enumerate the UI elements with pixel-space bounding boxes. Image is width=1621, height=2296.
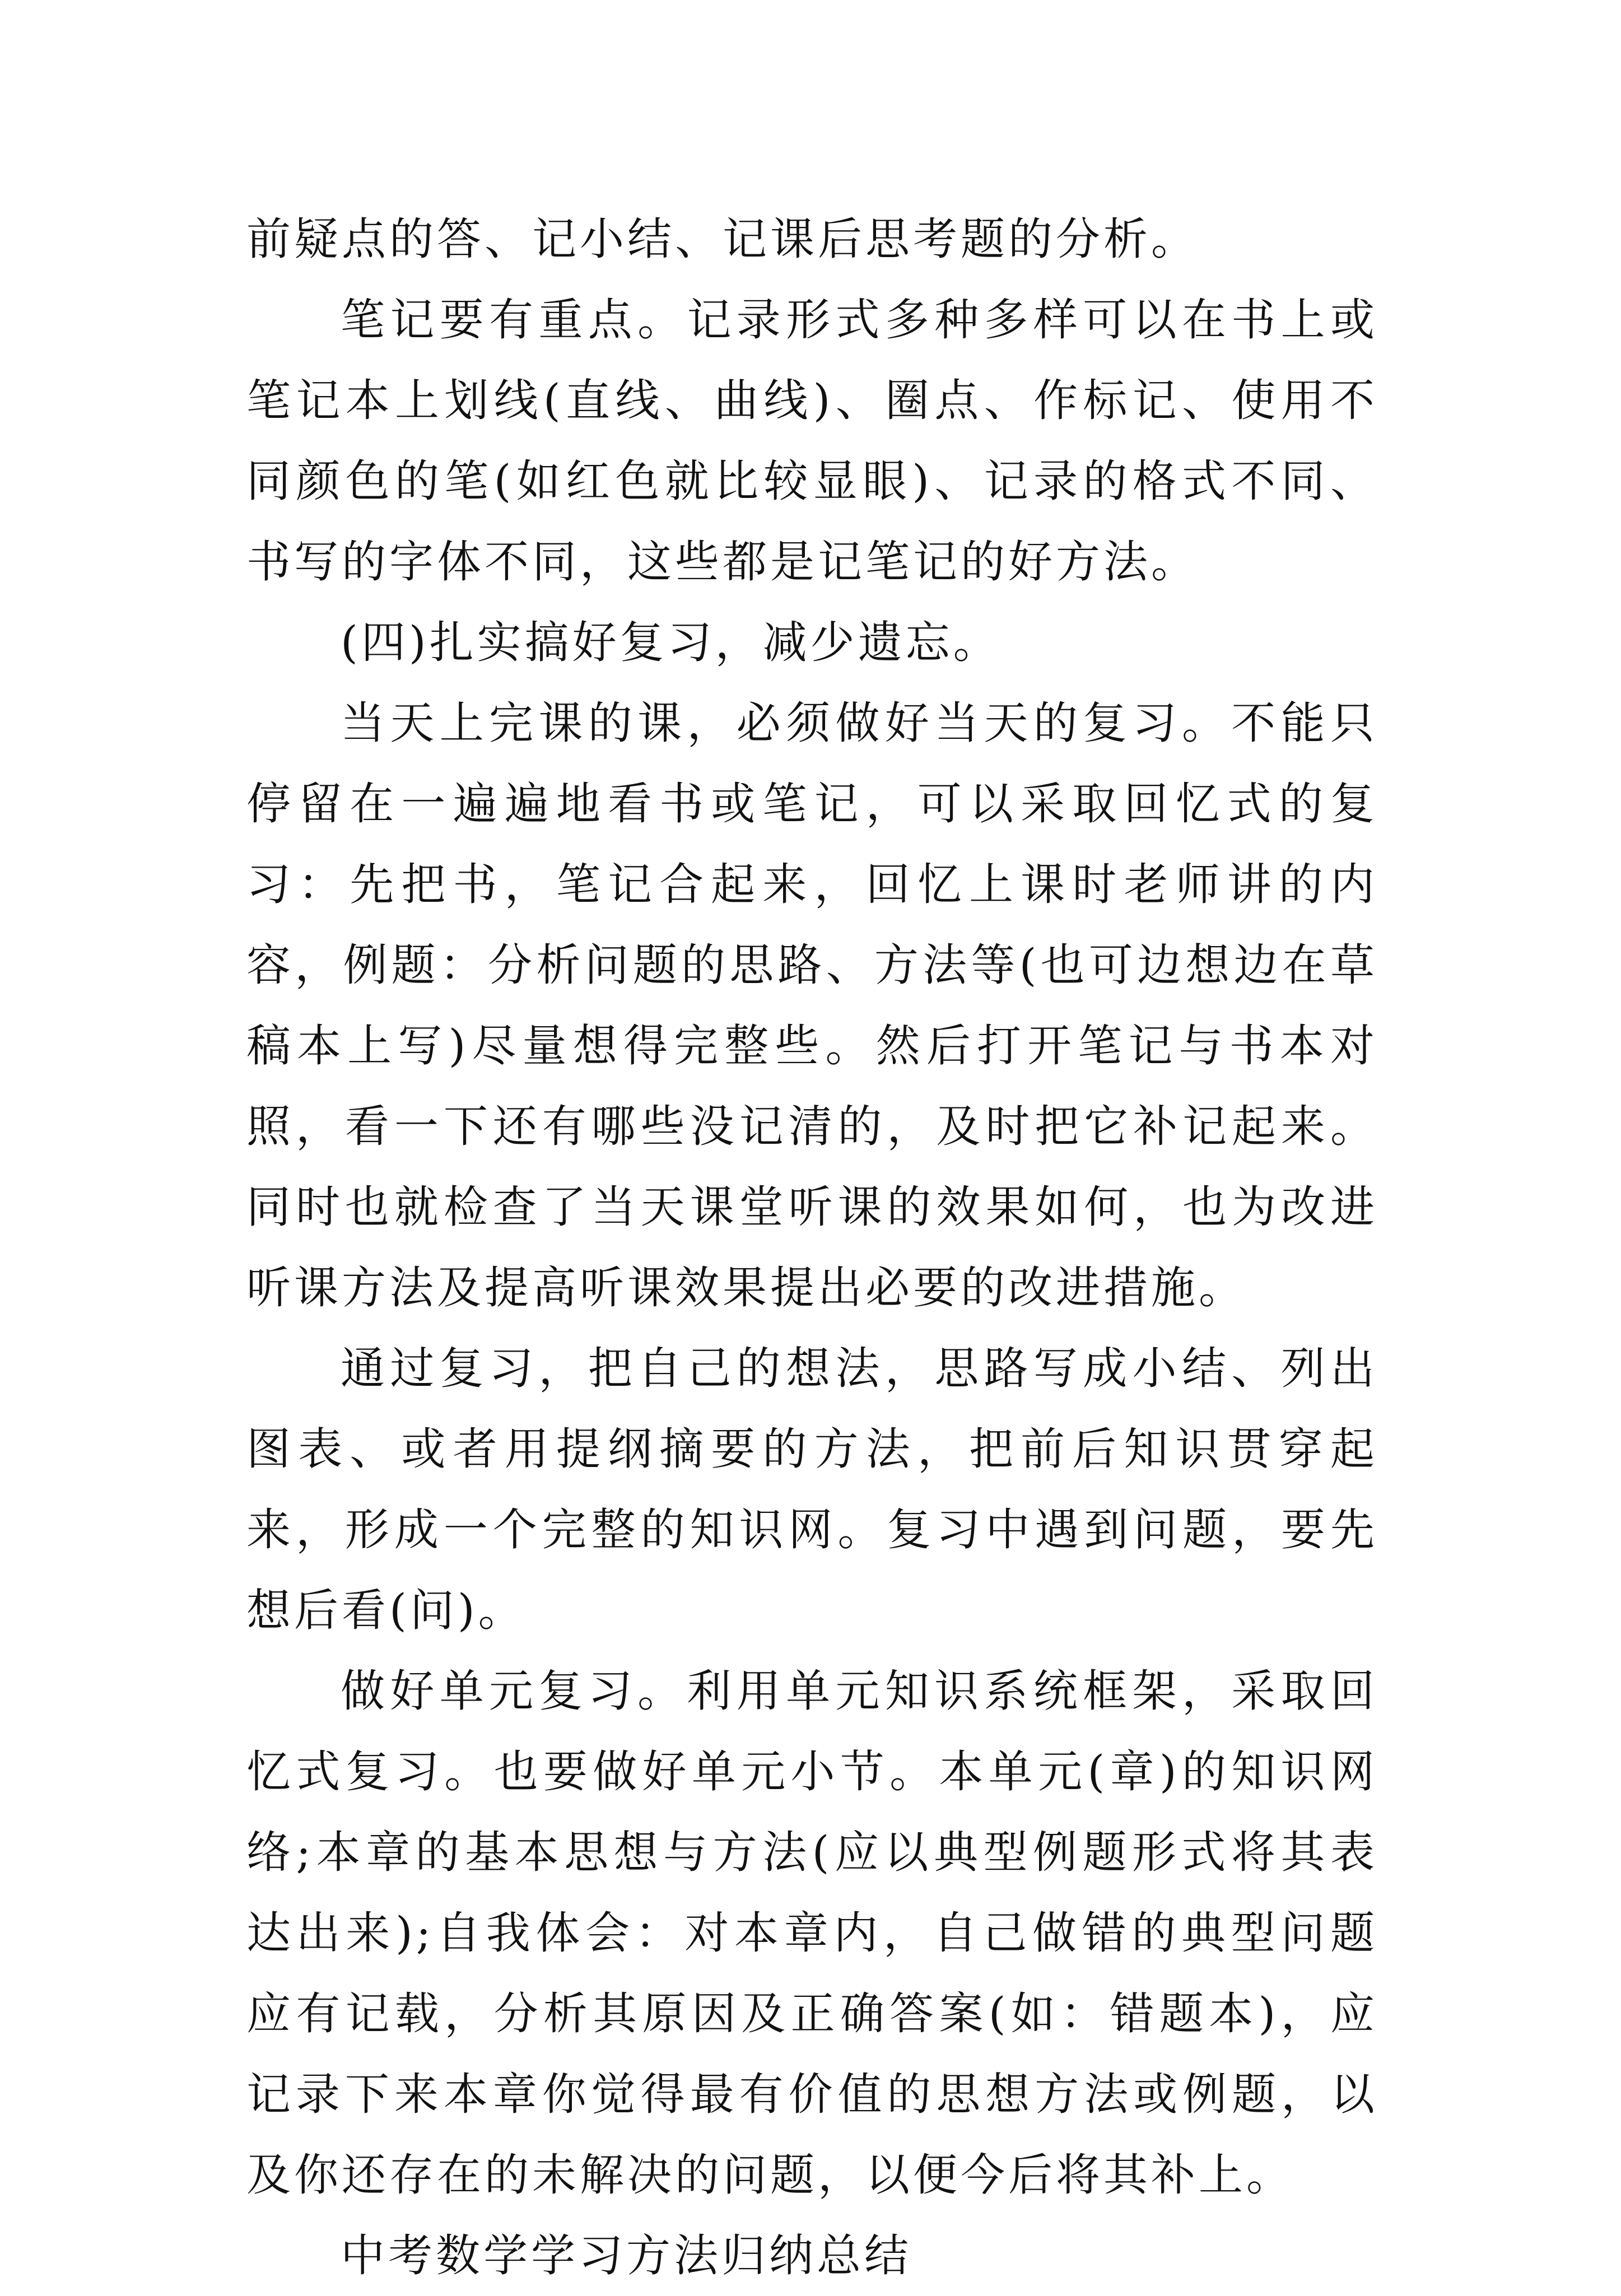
paragraph-summary-network: 通过复习，把自己的想法，思路写成小结、列出图表、或者用提纲摘要的方法，把前后知识贯穿起来，形成一个完整的知识网。复习中遇到问题，要先想后看(问)。 — [246, 1343, 1378, 1636]
paragraph-daily-review: 当天上完课的课，必须做好当天的复习。不能只停留在一遍遍地看书或笔记，可以采取回忆式的复习：先把书，笔记合起来，回忆上课时老师讲的内容，例题：分析问题的思路、方法等(也可边想边在草稿本上写)尽量想得完整些。然后打开笔记与书本对照，看一下还有哪些没记清的，及时把它补记起来。同时也就检查了当天课堂听课的效果如何，也为改进听课方法及提高听课效果提出必要的改进措施。 — [246, 697, 1378, 1314]
paragraph-unit-review: 做好单元复习。利用单元知识系统框架，采取回忆式复习。也要做好单元小节。本单元(章)的知识网络;本章的基本思想与方法(应以典型例题形式将其表达出来);自我体会：对本章内，自己做错的典型问题应有记载，分析其原因及正确答案(如：错题本)，应记录下来本章你觉得最有价值的思想方法或例题，以及你还存在的未解决的问题，以便今后将其补上。 — [246, 1665, 1378, 2201]
section-heading-review: (四)扎实搞好复习，减少遗忘。 — [341, 617, 1001, 668]
document-body — [246, 199, 1378, 2296]
section-heading-math-methods: 中考数学学习方法归纳总结 — [341, 2230, 912, 2281]
paragraph-continuation: 前疑点的答、记小结、记课后思考题的分析。 — [246, 213, 1199, 265]
paragraph-notes-focus: 笔记要有重点。记录形式多种多样可以在书上或笔记本上划线(直线、曲线)、圈点、作标记、使用不同颜色的笔(如红色就比较显眼)、记录的格式不同、书写的字体不同，这些都是记笔记的好方法。 — [246, 294, 1378, 588]
